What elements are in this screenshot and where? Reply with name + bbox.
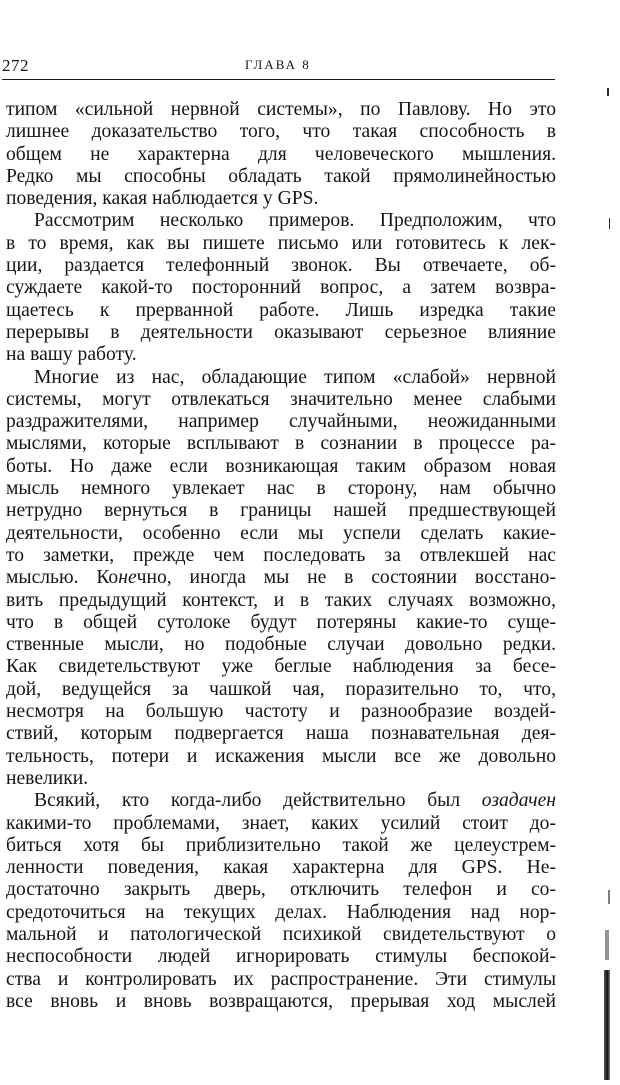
text-line: Всякий, кто когда-либо действительно был озадачен xyxy=(34,790,556,812)
emphasis: не xyxy=(118,567,137,589)
text-line: боты. Но даже если возникающая таким образом новая xyxy=(6,455,556,477)
text-line: то заметки, прежде чем последовать за отвлекшей нас xyxy=(6,544,556,566)
text-line: суждаете какой-то посторонний вопрос, а затем возвра- xyxy=(6,277,556,299)
text-line: неспособности людей игнорировать стимулы беспокой- xyxy=(6,946,556,968)
scan-mark xyxy=(607,88,609,96)
text-line: мыслью. Конечно, иногда мы не в состоянии восстано- xyxy=(6,567,556,589)
text-line: ции, раздается телефонный звонок. Вы отвечаете, об- xyxy=(6,255,556,277)
text-line: мальной и патологической психикой свидетельствуют о xyxy=(6,923,556,945)
text-line: нетрудно вернуться в границы нашей предшествующей xyxy=(6,500,556,522)
text-line: поведения, какая наблюдается у GPS. xyxy=(6,188,319,210)
scan-mark xyxy=(609,218,610,229)
text-line: Как свидетельствуют уже беглые наблюдения за бесе- xyxy=(6,656,556,678)
scan-mark xyxy=(605,930,609,960)
running-head: ГЛАВА 8 xyxy=(245,57,311,72)
text-line: типом «сильной нервной системы», по Павлову. Но это xyxy=(6,99,556,120)
page-number: 272 xyxy=(2,56,29,75)
text-line: лишнее доказательство того, что такая способность в xyxy=(6,121,556,143)
text-line: раздражителями, например случайными, неожиданными xyxy=(6,411,556,433)
text-line: щаетесь к прерванной работе. Лишь изредка такие xyxy=(6,299,556,321)
text-line: мысль немного увлекает нас в сторону, нам обычно xyxy=(6,478,556,500)
scan-edge xyxy=(604,970,610,1080)
text-line: в то время, как вы пишете письмо или готовитесь к лек- xyxy=(6,232,556,254)
text-line: какими-то проблемами, знает, каких усилий стоит до- xyxy=(6,812,556,834)
text-line: биться хотя бы приблизительно такой же целеустрем- xyxy=(6,834,556,856)
body-text xyxy=(6,99,556,1013)
text-line: Рассмотрим несколько примеров. Предположим, что xyxy=(34,210,556,232)
text-line: системы, могут отвлекаться значительно менее слабыми xyxy=(6,388,556,410)
scan-mark xyxy=(608,890,610,904)
text-line: ства и контролировать их распространение. Эти стимулы xyxy=(6,968,556,990)
text-line: на вашу работу. xyxy=(6,344,137,366)
text-line: тельность, потери и искажения мысли все же довольно xyxy=(6,745,556,767)
text-line: перерывы в деятельности оказывают серьезное влияние xyxy=(6,321,556,343)
text-line: ленности поведения, какая характерна для GPS. Не- xyxy=(6,857,556,879)
text-line: несмотря на большую частоту и разнообразие воздей- xyxy=(6,701,556,723)
text-line: Редко мы способны обладать такой прямолинейностью xyxy=(6,165,556,187)
text-line: вить предыдущий контекст, и в таких случаях возможно, xyxy=(6,589,556,611)
text-line: достаточно закрыть дверь, отключить телефон и со- xyxy=(6,879,556,901)
text-line: невелики. xyxy=(6,767,89,789)
text-line: Многие из нас, обладающие типом «слабой» нервной xyxy=(34,366,556,388)
page-header xyxy=(0,56,560,78)
text-line: средоточиться на текущих делах. Наблюдения над нор- xyxy=(6,901,556,923)
header-rule xyxy=(2,79,555,80)
text-line: ственные мысли, но подобные случаи довольно редки. xyxy=(6,634,556,656)
emphasis: озадачен xyxy=(481,790,556,812)
text-line: общем не характерна для человеческого мышления. xyxy=(6,143,556,165)
text-line: ствий, которым подвергается наша познавательная дея- xyxy=(6,723,556,745)
text-line: все вновь и вновь возвращаются, прерывая ход мыслей xyxy=(6,990,556,1012)
text-line: мыслями, которые всплывают в сознании в процессе ра- xyxy=(6,433,556,455)
text-line: что в общей сутолоке будут потеряны какие-то суще- xyxy=(6,611,556,633)
text-line: дой, ведущейся за чашкой чая, поразительно то, что, xyxy=(6,678,556,700)
text-line: деятельности, особенно если мы успели сделать какие- xyxy=(6,522,556,544)
